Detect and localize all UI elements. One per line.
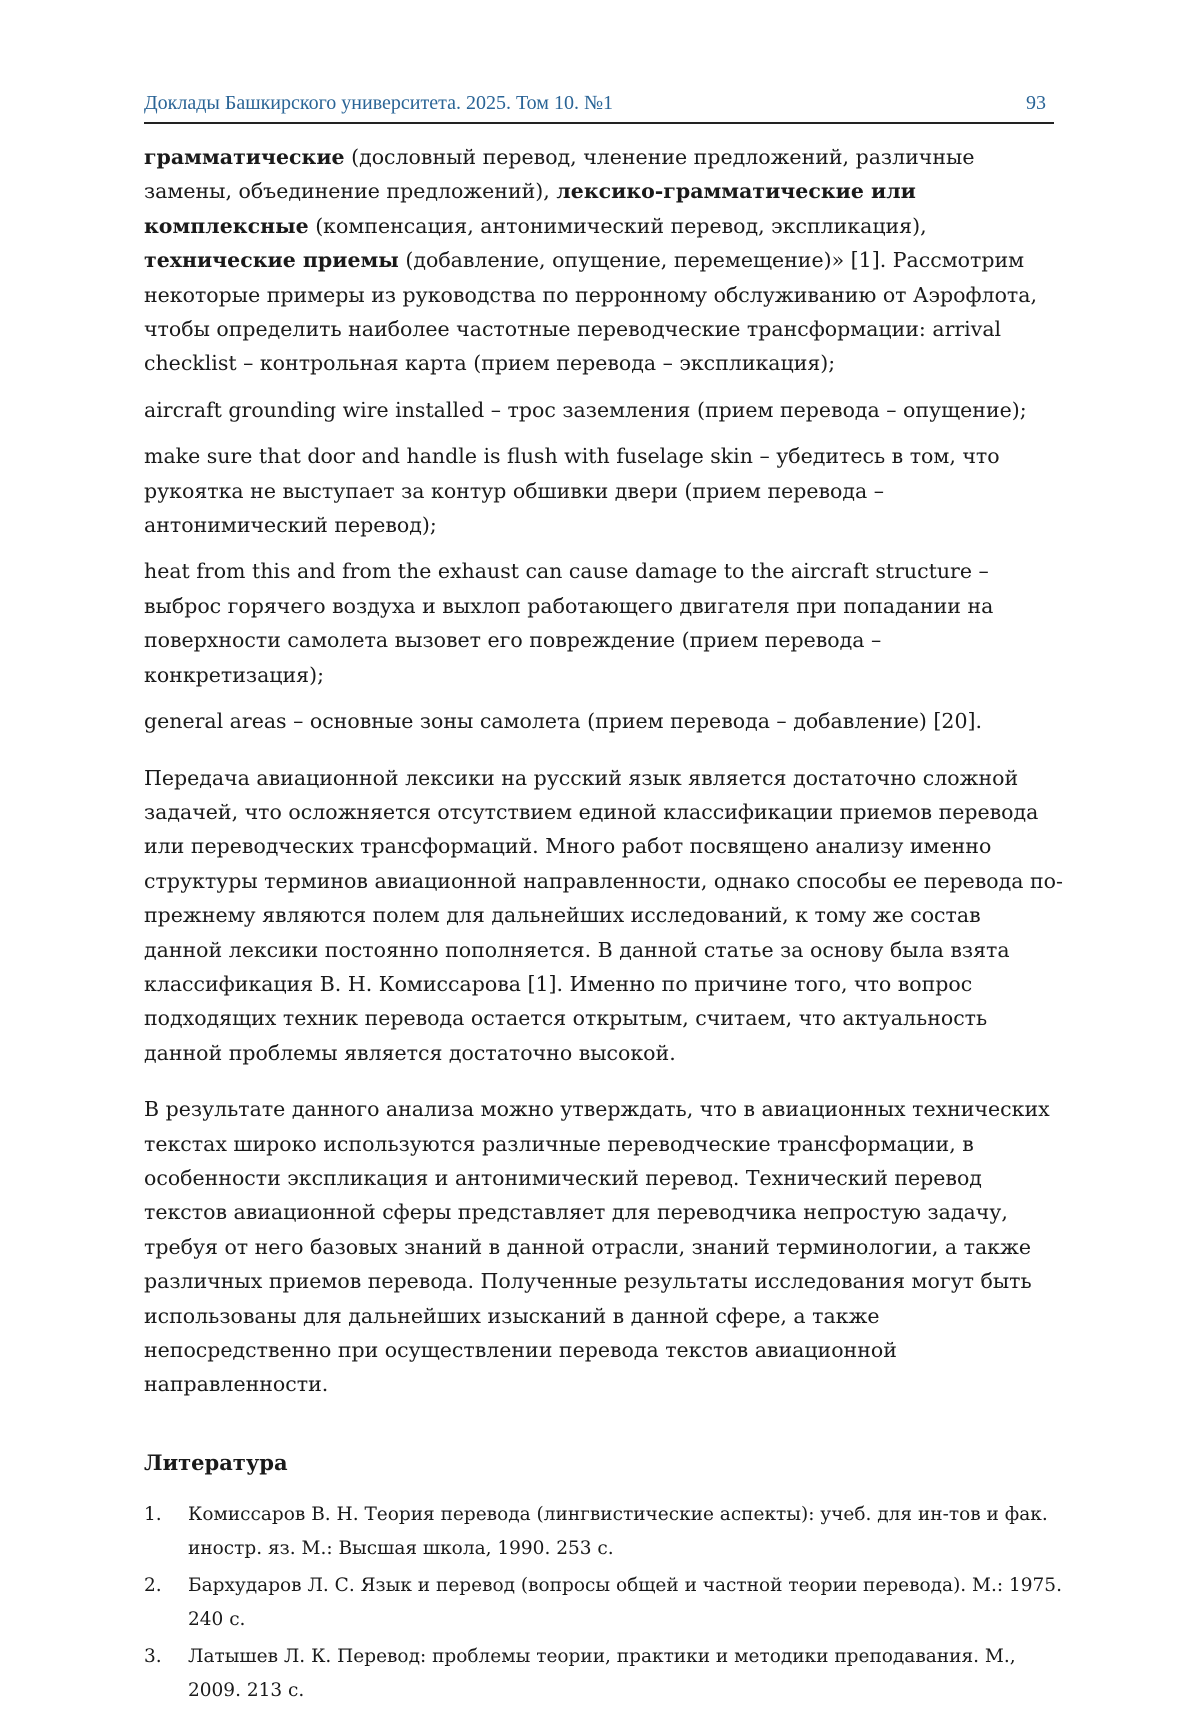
term-lexico-grammatical: лексико-грамматические или комплексные: [144, 179, 916, 238]
paragraph-text: (добавление, опущение, перемещение)» [1]. Рассмотрим некоторые примеры из руководства по перронному обслуживанию от Аэрофлота, чтобы определить наиболее частотные переводческие трансформации: arrival checklist – контрольная карта (прием перевода – экспликация);: [144, 248, 1037, 376]
reference-number: 1.: [144, 1504, 162, 1526]
reference-item: [144, 1640, 1064, 1708]
paragraph-text: (компенсация, антонимический перевод, экспликация),: [308, 213, 927, 238]
reference-number: 2.: [144, 1575, 162, 1597]
term-technical: технические приемы: [144, 248, 399, 273]
running-header: [144, 92, 1054, 124]
conclusion-paragraph: В результате данного анализа можно утверждать, что в авиационных технических текстах широко используются различные переводческие трансформации, в особенности экспликация и антонимический перевод. Технический перевод текстов авиационной сферы представляет для переводчика непростую задачу, требуя от него базовых знаний в данной отрасли, знаний терминологии, а также различных приемов перевода. Полученные результаты исследования могут быть использованы для дальнейших изысканий в данной сфере, а также непосредственно при осуществлении перевода текстов авиационной направленности.: [144, 1097, 1050, 1397]
article-body: [144, 140, 1064, 1711]
reference-list: [144, 1498, 1064, 1708]
reference-text: Бархударов Л. С. Язык и перевод (вопросы общей и частной теории перевода). М.: 1975. 240 с.: [188, 1575, 1062, 1631]
page-number: 93: [1026, 92, 1046, 114]
example-item: general areas – основные зоны самолета (прием перевода – добавление) [20].: [144, 709, 982, 734]
reference-item: [144, 1498, 1064, 1566]
paragraph-transformations: [144, 140, 1064, 381]
journal-title: Доклады Башкирского университета. 2025. Том 10. №1: [144, 92, 614, 114]
example-item: aircraft grounding wire installed – трос заземления (прием перевода – опущение);: [144, 397, 1027, 422]
example-item: heat from this and from the exhaust can cause damage to the aircraft structure – выброс горячего воздуха и выхлоп работающего двигателя при попадании на поверхности самолета вызовет его повреждение (прием перевода – конкретизация);: [144, 559, 994, 687]
reference-item: [144, 1569, 1064, 1637]
reference-number: 3.: [144, 1646, 162, 1668]
reference-text: Комиссаров В. Н. Теория перевода (лингвистические аспекты): учеб. для ин-тов и фак. иностр. яз. М.: Высшая школа, 1990. 253 с.: [188, 1504, 1048, 1560]
body-paragraph: Передача авиационной лексики на русский язык является достаточно сложной задачей, что осложняется отсутствием единой классификации приемов перевода или переводческих трансформаций. Много работ посвящено анализу именно структуры терминов авиационной направленности, однако способы ее перевода по-прежнему являются полем для дальнейших исследований, к тому же состав данной лексики постоянно пополняется. В данной статье за основу была взята классификация В. Н. Комиссарова [1]. Именно по причине того, что вопрос подходящих техник перевода остается открытым, считаем, что актуальность данной проблемы является достаточно высокой.: [144, 765, 1063, 1065]
term-grammatical: грамматические: [144, 145, 345, 169]
paragraph-text: (дословный перевод, членение предложений, различные замены, объединение предложений),: [144, 145, 975, 204]
reference-text: Латышев Л. К. Перевод: проблемы теории, практики и методики преподавания. М., 2009. 213 с.: [188, 1646, 1016, 1702]
example-item: make sure that door and handle is flush with fuselage skin – убедитесь в том, что рукоятка не выступает за контур обшивки двери (прием перевода – антонимический перевод);: [144, 444, 1000, 538]
references-heading: Литература: [144, 1449, 288, 1475]
